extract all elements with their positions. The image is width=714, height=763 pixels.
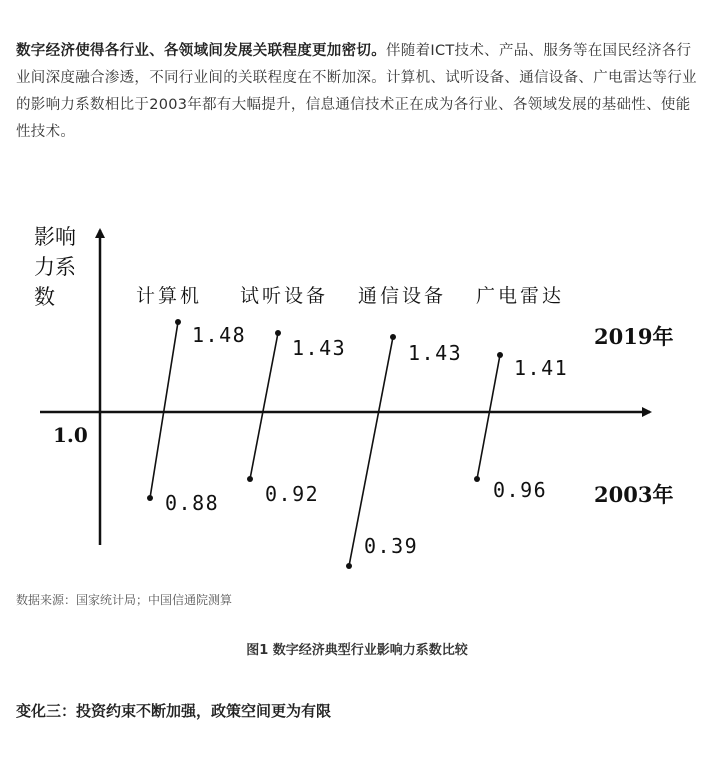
figure-caption: 图1 数字经济典型行业影响力系数比较: [246, 643, 468, 658]
data-source-note: 数据来源：国家统计局；中国信通院测算: [16, 593, 233, 607]
value-label-2003-radar: 0.96: [493, 478, 548, 502]
category-label-radar: 广电雷达: [476, 285, 565, 307]
category-label-computer: 计算机: [136, 285, 203, 307]
y-axis-label-line3: 数: [34, 285, 55, 309]
intro-bold-lead: 数字经济使得各行业、各领域间发展关联程度更加密切。: [16, 43, 386, 59]
series-label-2003: 2003年: [594, 482, 674, 507]
point-2019-computer: [175, 319, 181, 325]
intro-body: 伴随着ICT技术、产品、服务等在国民经济各行业间深度融合渗透，不同行业间的关联程度在不断加深。计算机、试听设备、通信设备、广电雷达等行业的影响力系数相比于2003年都有大幅提升，信息通信技术正在成为各行业、各领域发展的基础性、使能性技术。: [16, 43, 697, 140]
value-label-2019-communication: 1.43: [408, 341, 463, 365]
series-label-2019: 2019年: [594, 324, 674, 349]
baseline-label: 1.0: [53, 423, 88, 447]
point-2003-radar: [474, 476, 480, 482]
y-axis-label-line2: 力系: [34, 255, 76, 279]
connector-communication: [349, 337, 393, 566]
value-label-2019-radar: 1.41: [514, 356, 569, 380]
intro-paragraph: [16, 38, 698, 146]
value-label-2019-audio-video: 1.43: [292, 336, 347, 360]
point-2003-communication: [346, 563, 352, 569]
section-title: 变化三：投资约束不断加强，政策空间更为有限: [16, 702, 332, 720]
value-label-2003-audio-video: 0.92: [265, 482, 320, 506]
value-label-2003-communication: 0.39: [364, 534, 419, 558]
point-2019-communication: [390, 334, 396, 340]
value-label-2003-computer: 0.88: [165, 491, 220, 515]
influence-coefficient-chart: [0, 210, 714, 580]
connector-computer: [150, 322, 178, 498]
category-label-audio-video: 试听设备: [240, 285, 329, 307]
point-2019-radar: [497, 352, 503, 358]
connector-audio-video: [250, 333, 278, 479]
point-2003-computer: [147, 495, 153, 501]
point-2019-audio-video: [275, 330, 281, 336]
connector-radar: [477, 355, 500, 479]
category-label-communication: 通信设备: [358, 285, 447, 307]
point-2003-audio-video: [247, 476, 253, 482]
value-label-2019-computer: 1.48: [192, 323, 247, 347]
y-axis-label-line1: 影响: [34, 225, 76, 249]
